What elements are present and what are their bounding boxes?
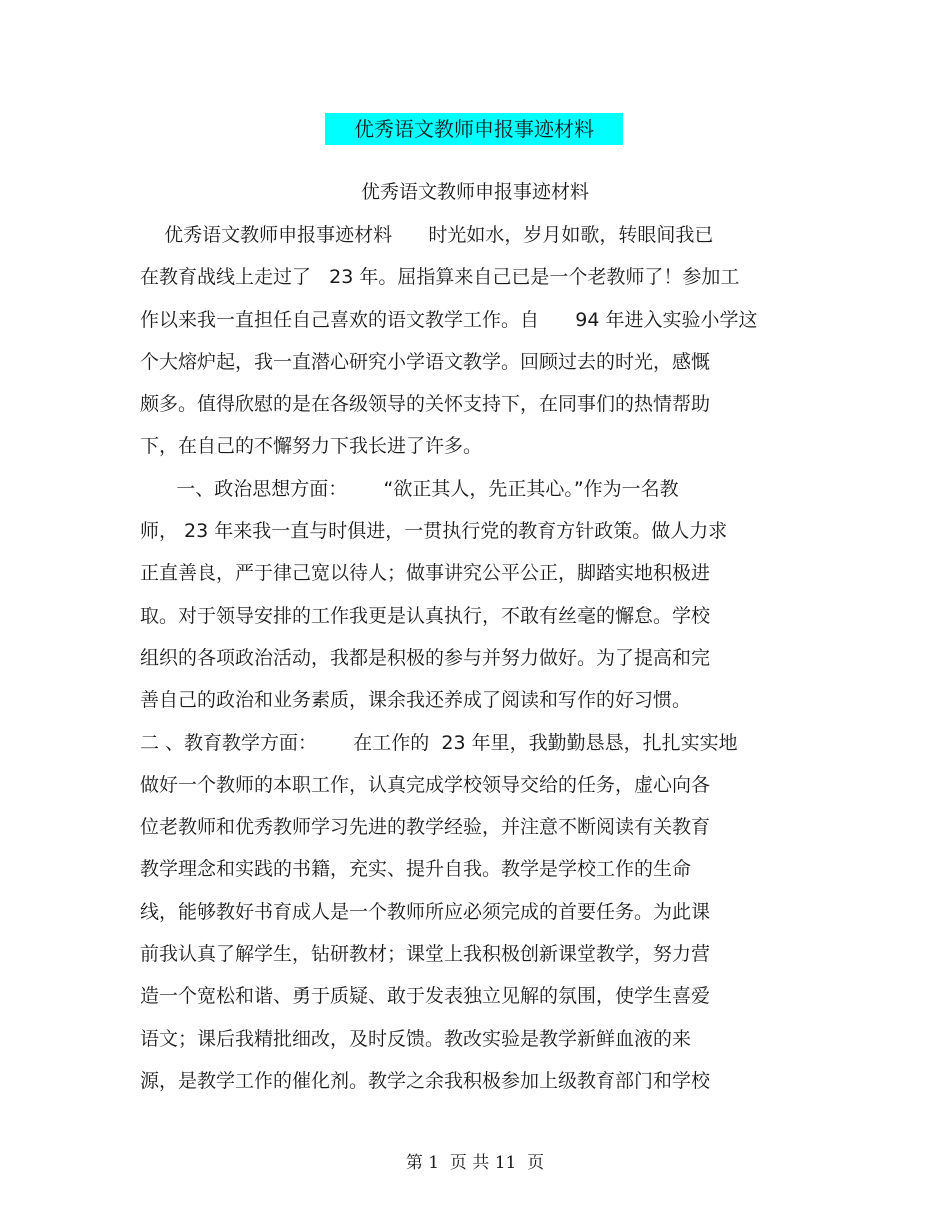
body-line: 前我认真了解学生，钻研教材；课堂上我积极创新课堂教学，努力营 [140, 943, 711, 965]
body-line: 下，在自己的不懈努力下我长进了许多。 [140, 435, 483, 457]
body-line: 优秀语文教师申报事迹材料 时光如水，岁月如歌，转眼间我已 [140, 224, 714, 246]
body-line: 教学理念和实践的书籍，充实、提升自我。教学是学校工作的生命 [140, 858, 692, 880]
body-line: 线，能够教好书育成人是一个教师所应必须完成的首要任务。为此课 [140, 901, 711, 923]
body-line: 师， 23 年来我一直与时俱进，一贯执行党的教育方针政策。做人力求 [140, 520, 728, 542]
body-line: 在教育战线上走过了 23 年。屈指算来自己已是一个老教师了！参加工 [140, 266, 740, 288]
body-line: 取。对于领导安排的工作我更是认真执行，不敢有丝毫的懈怠。学校 [140, 605, 711, 627]
body-line: 组织的各项政治活动，我都是积极的参与并努力做好。为了提高和完 [140, 647, 711, 669]
body-line: 造一个宽松和谐、勇于质疑、敢于发表独立见解的氛围，使学生喜爱 [140, 985, 711, 1007]
highlighted-title: 优秀语文教师申报事迹材料 [325, 113, 623, 145]
body-line: 一、政治思想方面： “欲正其人，先正其心。”作为一名教 [140, 478, 679, 500]
body-line: 正直善良，严于律己宽以待人；做事讲究公平公正，脚踏实地积极进 [140, 562, 711, 584]
page-number-footer: 第 1 页 共 11 页 [405, 1153, 545, 1173]
body-line: 个大熔炉起，我一直潜心研究小学语文教学。回顾过去的时光，感慨 [140, 351, 711, 373]
body-line: 作以来我一直担任自己喜欢的语文教学工作。自 94 年进入实验小学这 [140, 309, 758, 331]
document-subtitle: 优秀语文教师申报事迹材料 [360, 181, 589, 203]
body-line: 做好一个教师的本职工作，认真完成学校领导交给的任务，虚心向各 [140, 774, 711, 796]
body-line: 语文；课后我精批细改，及时反馈。教改实验是教学新鲜血液的来 [140, 1028, 692, 1050]
body-line: 颇多。值得欣慰的是在各级领导的关怀支持下，在同事们的热情帮助 [140, 393, 711, 415]
body-line: 位老教师和优秀教师学习先进的教学经验，并注意不断阅读有关教育 [140, 816, 711, 838]
body-line: 善自己的政治和业务素质，课余我还养成了阅读和写作的好习惯。 [140, 689, 692, 711]
body-line: 源，是教学工作的催化剂。教学之余我积极参加上级教育部门和学校 [140, 1070, 711, 1092]
body-line: 二 、教育教学方面： 在工作的 23 年里，我勤勤恳恳，扎扎实实地 [140, 732, 738, 754]
